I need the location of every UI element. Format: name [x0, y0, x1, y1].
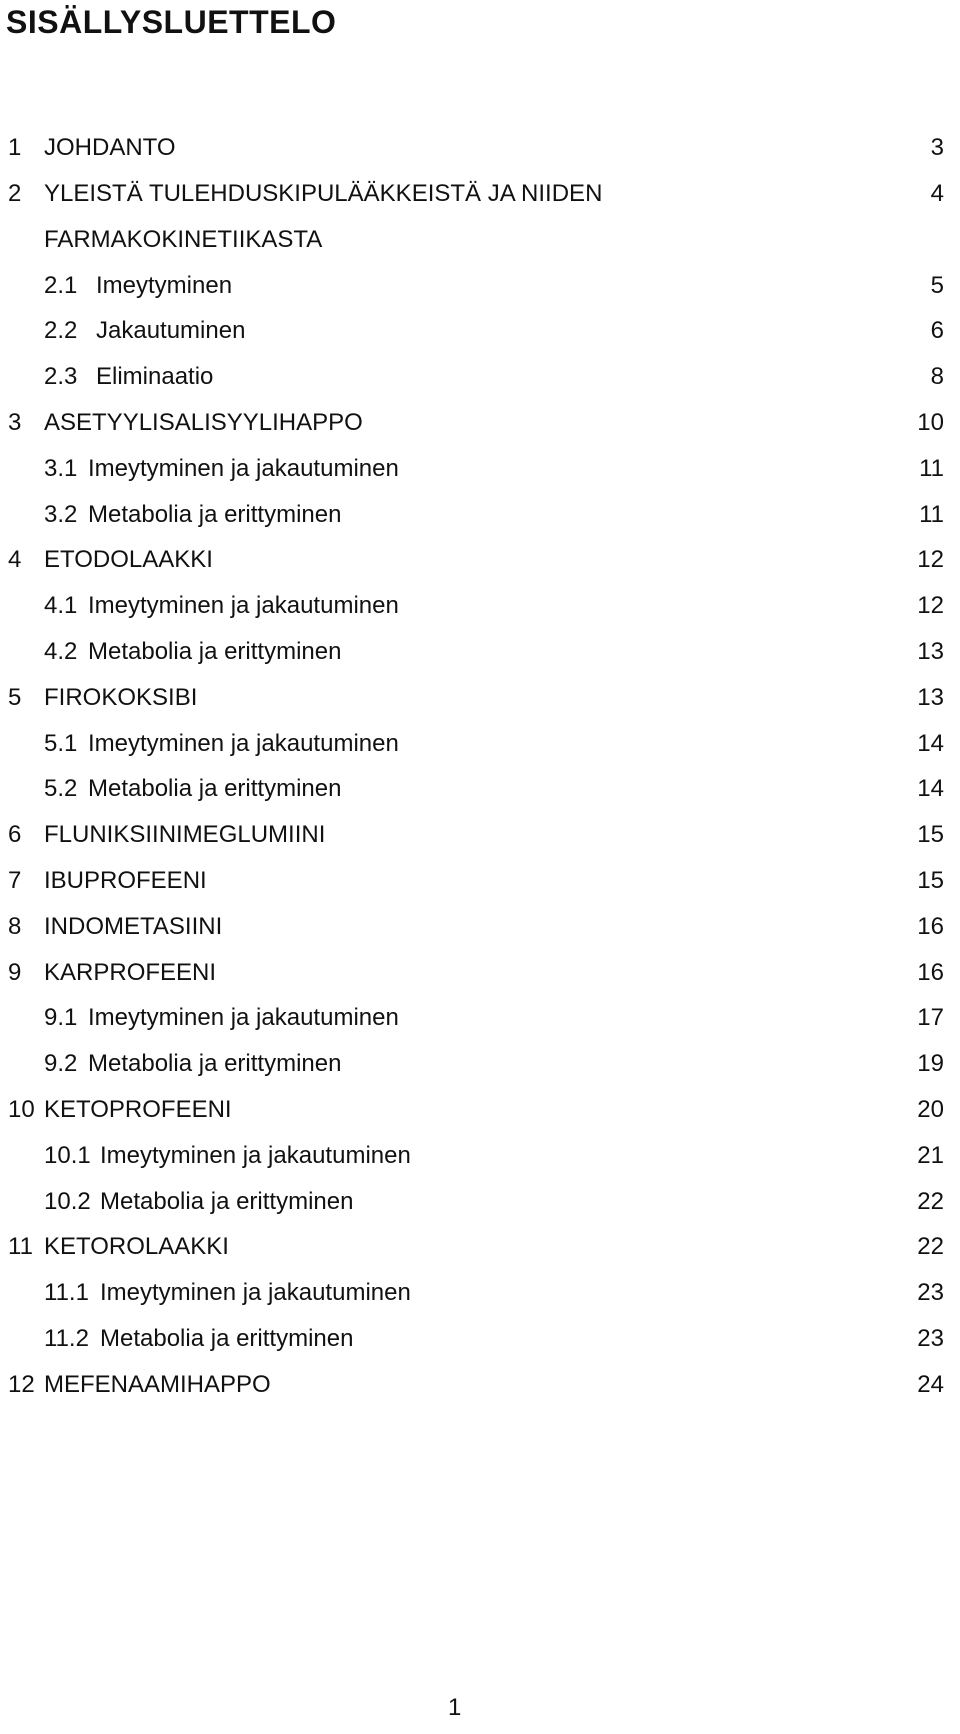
toc-entry-title: Metabolia ja erittyminen — [88, 775, 342, 803]
toc-entry-number: 5.2 — [44, 775, 78, 803]
toc-entry-title: Metabolia ja erittyminen — [100, 1187, 354, 1215]
toc-entry-title: Metabolia ja erittyminen — [88, 1050, 342, 1078]
toc-subentry — [0, 590, 960, 636]
toc-entry-number: 3 — [8, 408, 22, 436]
toc-entry-title: Imeytyminen ja jakautuminen — [100, 1279, 411, 1307]
toc-entry-title: YLEISTÄ TULEHDUSKIPULÄÄKKEISTÄ JA NIIDEN — [44, 179, 603, 207]
toc-entry-page: 23 — [917, 1279, 944, 1307]
toc-entry-number: 11.2 — [44, 1324, 89, 1352]
toc-entry-title: MEFENAAMIHAPPO — [44, 1370, 271, 1398]
toc-entry-number: 10 — [8, 1095, 35, 1123]
toc-entry-number: 1 — [8, 134, 22, 161]
toc-entry-page: 14 — [917, 729, 944, 757]
toc-entry-page: 23 — [917, 1324, 944, 1352]
toc-entry-number: 11.1 — [44, 1279, 89, 1307]
toc-entry-number: 3.1 — [44, 454, 78, 482]
toc-entry — [0, 1231, 960, 1277]
toc-entry-title: Metabolia ja erittyminen — [100, 1324, 354, 1352]
toc-entry-page: 10 — [917, 408, 944, 436]
toc-entry-number: 12 — [8, 1370, 35, 1398]
toc-entry-number: 5.1 — [44, 729, 78, 757]
toc-entry-title: Imeytyminen — [96, 271, 233, 299]
toc-entry-page: 20 — [917, 1095, 944, 1123]
toc-subentry — [0, 1277, 960, 1323]
toc-entry-page: 16 — [917, 912, 944, 940]
toc-entry-page: 13 — [917, 683, 944, 711]
toc-entry-number: 3.2 — [44, 500, 78, 528]
toc-entry-page: 4 — [930, 179, 944, 207]
toc-subentry — [0, 728, 960, 774]
toc-entry-page: 14 — [917, 775, 944, 803]
toc-subentry — [0, 1048, 960, 1094]
toc-entry-number: 2.3 — [44, 363, 78, 391]
toc-entry-title: Eliminaatio — [96, 363, 214, 391]
toc-entry-page: 15 — [917, 866, 944, 894]
toc-entry-title: FLUNIKSIINIMEGLUMIINI — [44, 821, 326, 849]
toc-entry-title: Imeytyminen ja jakautuminen — [88, 454, 399, 482]
toc-entry — [0, 911, 960, 957]
toc-entry-title: KARPROFEENI — [44, 958, 217, 986]
toc-entry-title: Jakautuminen — [96, 317, 246, 345]
toc-entry-page: 5 — [930, 271, 944, 299]
toc-entry-number: 8 — [8, 912, 22, 940]
toc-entry-title: Imeytyminen ja jakautuminen — [88, 729, 399, 757]
toc-entry-number: 9.1 — [44, 1004, 78, 1032]
toc-entry-page: 17 — [917, 1004, 944, 1032]
toc-subentry — [0, 453, 960, 499]
toc-subentry — [0, 1323, 960, 1369]
toc-entry-number: 4 — [8, 546, 22, 574]
toc-entry-number: 2 — [8, 179, 22, 207]
toc-subentry — [0, 1002, 960, 1048]
toc-entry-title: ETODOLAAKKI — [44, 546, 213, 574]
toc-entry-title: INDOMETASIINI — [44, 912, 223, 940]
toc-entry-page: 3 — [930, 134, 944, 161]
toc-entry-page: 12 — [917, 592, 944, 620]
toc-subentry — [0, 773, 960, 819]
toc-entry-number: 4.2 — [44, 637, 78, 665]
toc-entry-title: ASETYYLISALISYYLIHAPPO — [44, 408, 363, 436]
toc-entry-title: Metabolia ja erittyminen — [88, 637, 342, 665]
toc-entry-title: KETOPROFEENI — [44, 1095, 232, 1123]
toc-entry-page: 11 — [919, 454, 944, 482]
toc-entry-number: 4.1 — [44, 592, 78, 620]
toc-entry — [0, 544, 960, 590]
toc-entry-continuation — [0, 224, 960, 270]
toc-entry-page: 11 — [919, 500, 944, 528]
toc-entry — [0, 819, 960, 865]
toc-entry-number: 10.1 — [44, 1141, 91, 1169]
toc-entry — [0, 132, 960, 178]
toc-entry-number: 2.1 — [44, 271, 78, 299]
toc-entry-number: 9 — [8, 958, 22, 986]
toc-entry-page: 6 — [930, 317, 944, 345]
toc-entry-number: 9.2 — [44, 1050, 78, 1078]
toc-entry-title: Imeytyminen ja jakautuminen — [88, 1004, 399, 1032]
toc-entry-title: IBUPROFEENI — [44, 866, 207, 894]
toc-subentry — [0, 636, 960, 682]
toc-entry-page: 22 — [917, 1233, 944, 1261]
toc-subentry — [0, 270, 960, 316]
toc-subentry — [0, 361, 960, 407]
toc-entry-number: 5 — [8, 683, 22, 711]
toc-entry-page: 16 — [917, 958, 944, 986]
toc-entry-page: 21 — [917, 1141, 944, 1169]
toc-entry-number: 7 — [8, 866, 22, 894]
toc-entry-title: Metabolia ja erittyminen — [88, 500, 342, 528]
toc-entry-title: Imeytyminen ja jakautuminen — [88, 592, 399, 620]
toc-entry-page: 24 — [917, 1370, 944, 1398]
toc-entry-title: FIROKOKSIBI — [44, 683, 198, 711]
toc-entry-page: 12 — [917, 546, 944, 574]
toc-entry — [0, 865, 960, 911]
toc-entry-number: 11 — [8, 1233, 33, 1261]
toc-entry-page: 13 — [917, 637, 944, 665]
toc-entry-page: 22 — [917, 1187, 944, 1215]
document-title: SISÄLLYSLUETTELO — [6, 4, 337, 40]
toc-subentry — [0, 1186, 960, 1232]
toc-entry — [0, 1094, 960, 1140]
toc-entry-page: 19 — [917, 1050, 944, 1078]
toc-entry-number: 2.2 — [44, 317, 78, 345]
toc-subentry — [0, 499, 960, 545]
toc-entry-title: Imeytyminen ja jakautuminen — [100, 1141, 411, 1169]
toc-entry-page: 15 — [917, 821, 944, 849]
toc-entry-title: KETOROLAAKKI — [44, 1233, 229, 1261]
toc-subentry — [0, 315, 960, 361]
toc-entry-number: 10.2 — [44, 1187, 91, 1215]
toc-entry-page: 8 — [930, 363, 944, 391]
toc-entry — [0, 1369, 960, 1415]
toc-subentry — [0, 1140, 960, 1186]
toc-entry-title: JOHDANTO — [44, 134, 176, 161]
toc-entry-title: FARMAKOKINETIIKASTA — [44, 225, 323, 253]
toc-entry-number: 6 — [8, 821, 22, 849]
toc-entry — [0, 682, 960, 728]
toc-entry — [0, 957, 960, 1003]
page-number: 1 — [448, 1694, 462, 1721]
toc-entry — [0, 407, 960, 453]
toc-entry — [0, 178, 960, 224]
table-of-contents — [0, 132, 960, 1415]
